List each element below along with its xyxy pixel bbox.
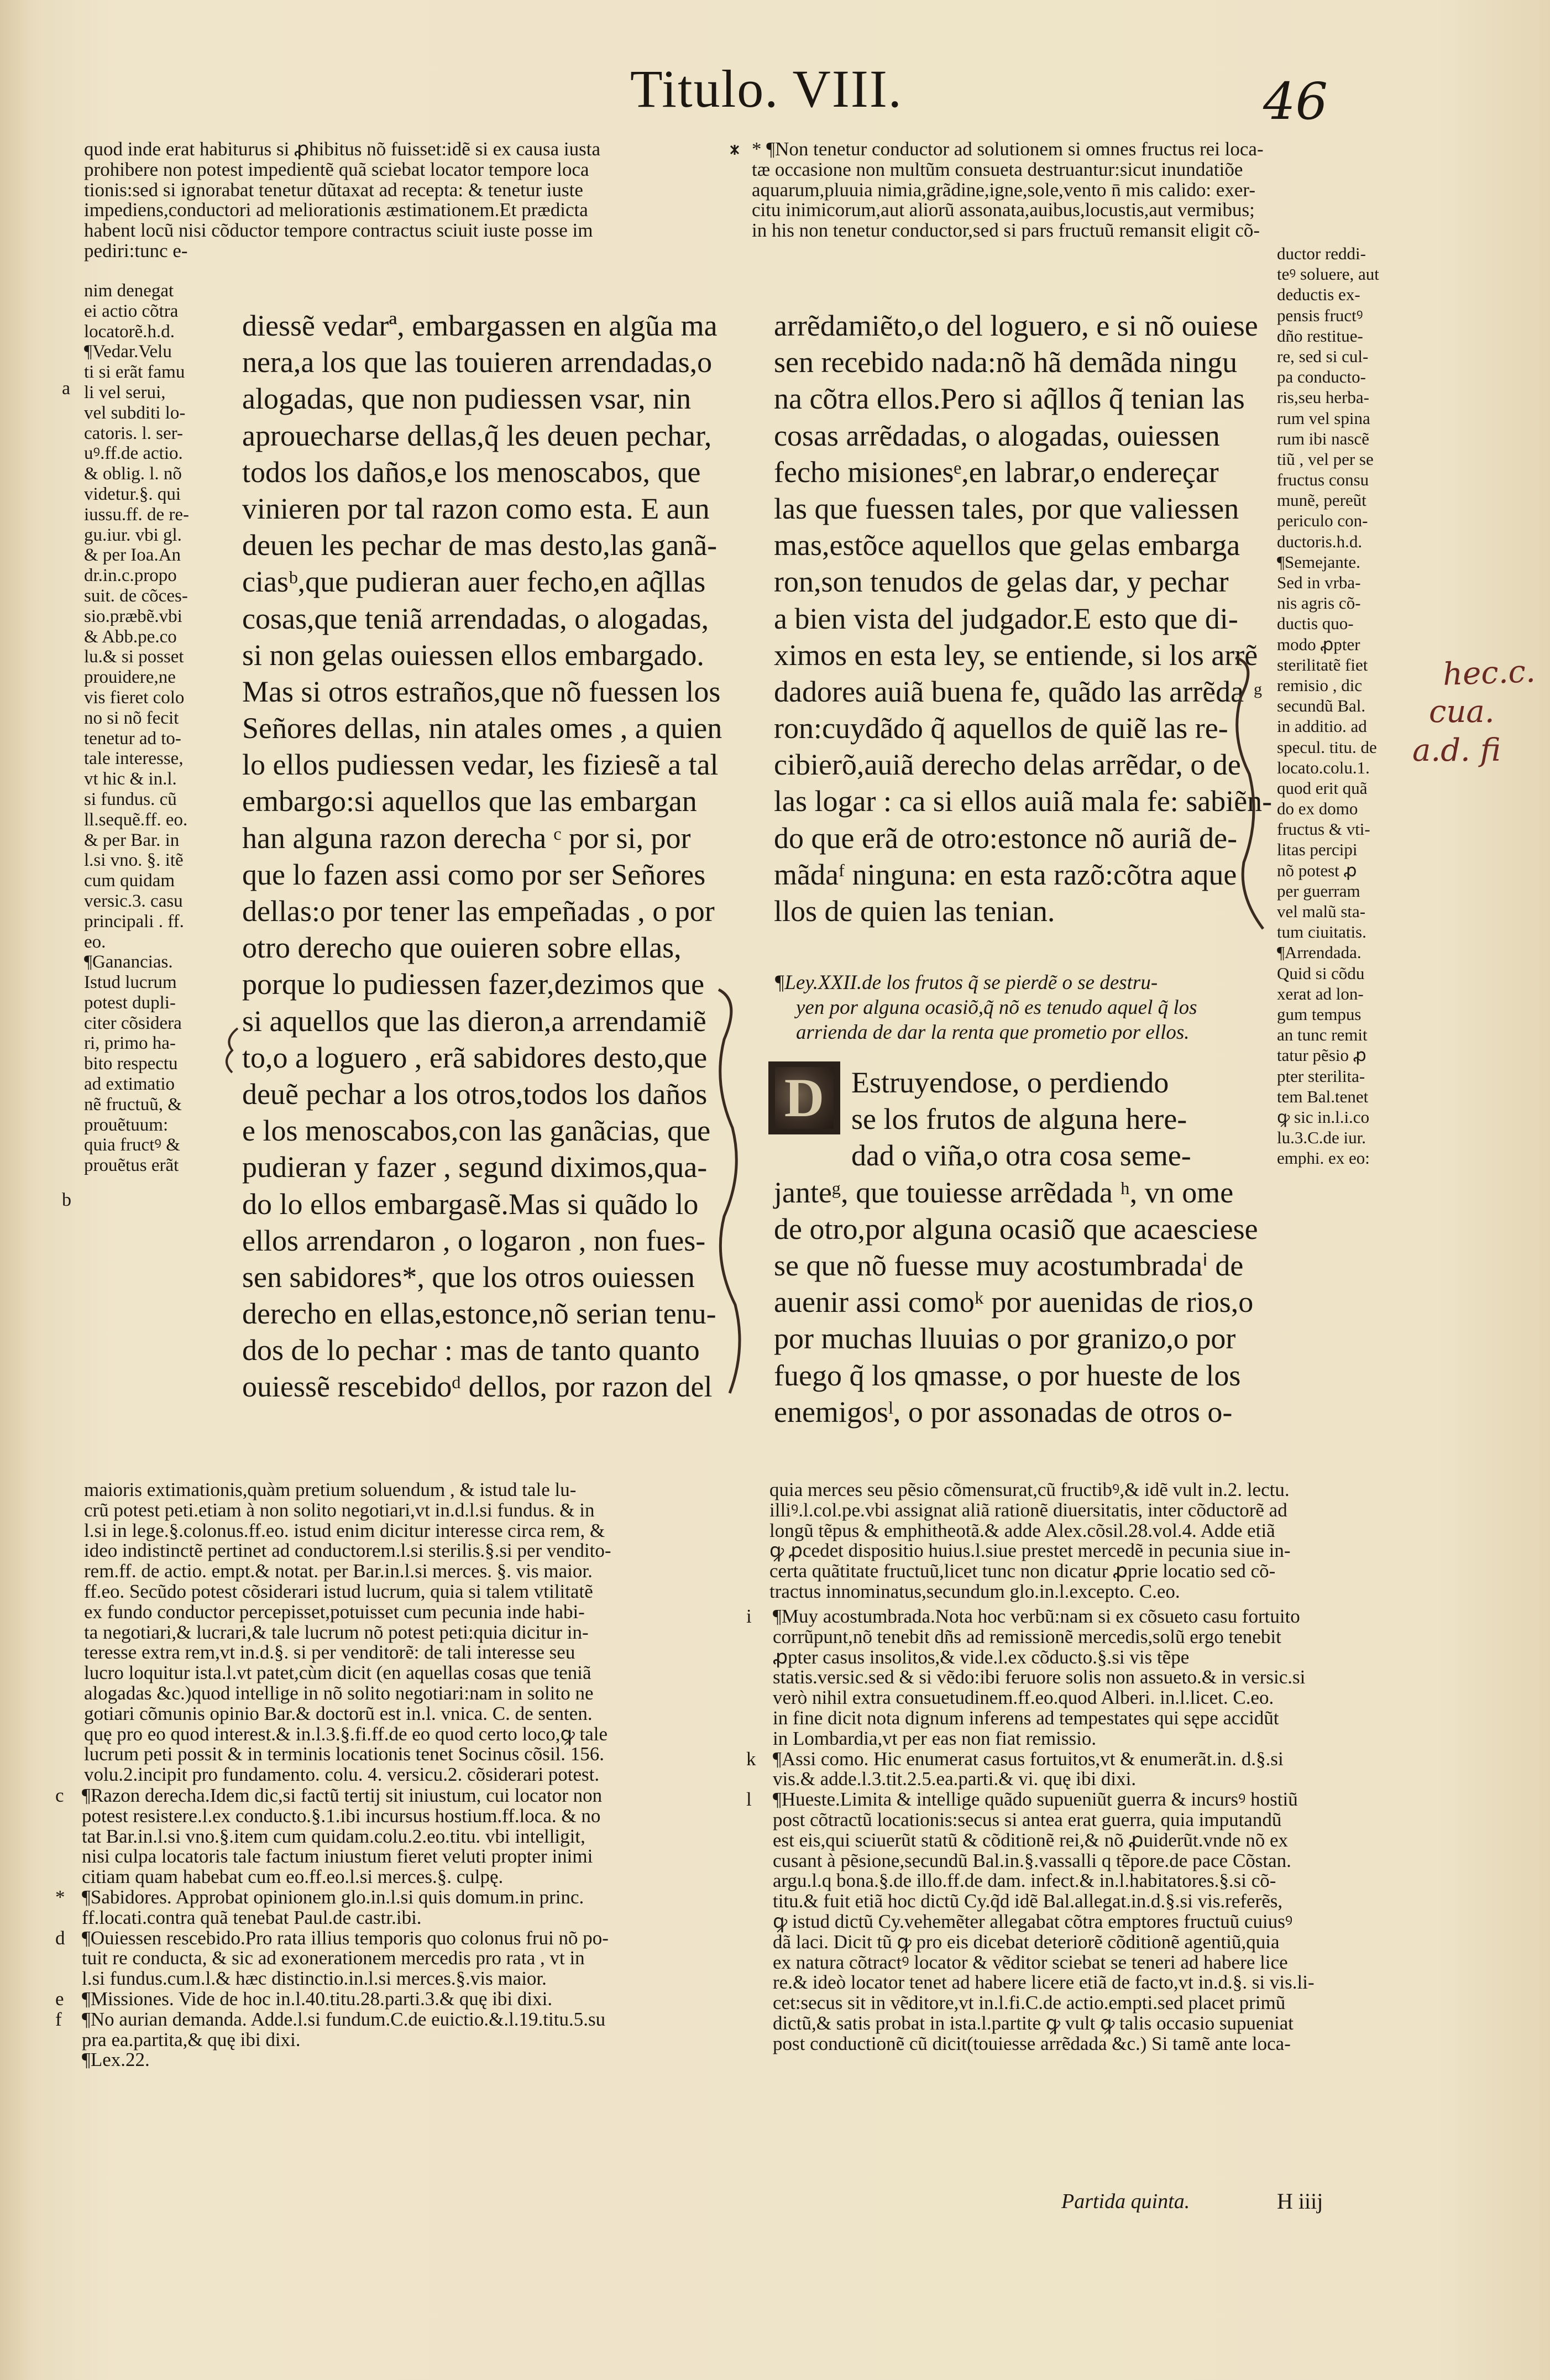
text-line: dos de lo pechar : mas de tanto quanto bbox=[242, 1333, 700, 1367]
note-continuation: post conductionẽ cũ dicit(touiesse arrẽdada &c.) Si tamẽ ante loca- bbox=[773, 2032, 1291, 2054]
gloss-line: ad extimatio bbox=[84, 1074, 175, 1095]
note-marker: d bbox=[55, 1927, 65, 1949]
gloss-line: gu.iur. vbi gl. bbox=[84, 525, 182, 545]
note-continuation: vis.& adde.l.3.tit.2.5.ea.parti.& vi. quę ibi dixi. bbox=[773, 1768, 1137, 1790]
note-continuation: re.& ideò locator tenet ad habere licere etiã de facto,vt in.d.§. si vis.li- bbox=[773, 1971, 1315, 1994]
bracket-left-2 bbox=[227, 1028, 238, 1073]
text-line: auenir assi comoᵏ por auenidas de rios,o bbox=[774, 1285, 1254, 1319]
text-line: dellas:o por tener las empeñadas , o por bbox=[242, 895, 715, 928]
note-continuation: dã laci. Dicit tũ ꝙ pro eis dicebat deteriorẽ cõditionẽ agentiũ,quia bbox=[773, 1931, 1280, 1953]
gloss-line: potest dupli- bbox=[84, 992, 176, 1013]
gloss-line: fructus consu bbox=[1277, 470, 1369, 490]
text-line: cosas arrẽdadas, o alogadas, ouiessen bbox=[774, 419, 1220, 452]
gloss-line: maioris extimationis,quàm pretium soluendum , & istud tale lu- bbox=[84, 1479, 577, 1500]
text-line: lo ellos pudiessen vedar, les fiziesẽ a tal bbox=[242, 748, 719, 782]
note-text: ¶Ouiessen rescebido.Pro rata illius temporis quo colonus frui nõ po- bbox=[82, 1927, 609, 1949]
note-continuation: ꝓpter casus insolitos,& vide.l.ex cõducto.§.si vis tẽpe bbox=[773, 1646, 1190, 1668]
handwritten-note-3: a.d. fi bbox=[1412, 733, 1501, 768]
law-heading-line: yen por alguna ocasiõ,q̃ nõ es tenudo aquel q̃ los bbox=[796, 996, 1197, 1019]
gloss-line: l.si vno. §. itẽ bbox=[84, 850, 184, 871]
text-line: to,o a loguero , erã sabidores desto,que bbox=[242, 1040, 708, 1074]
gloss-line: pter sterilita- bbox=[1277, 1066, 1365, 1086]
note-continuation: statis.versic.sed & si vẽdo:ibi feruore solis non assueto.& in versic.si bbox=[773, 1666, 1306, 1688]
handwritten-note-2: cua. bbox=[1429, 694, 1495, 730]
note-text: ¶Muy acostumbrada.Nota hoc verbũ:nam si ex cõsueto casu fortuito bbox=[773, 1605, 1300, 1627]
text-line: dad o viña,o otra cosa seme- bbox=[851, 1139, 1191, 1173]
text-line: arrẽdamiẽto,o del loguero, e si nõ ouiese bbox=[774, 309, 1258, 342]
text-line: do que erã de otro:estonce nõ auriã de- bbox=[774, 821, 1238, 855]
folio-number: 46 bbox=[1263, 72, 1328, 131]
gloss-line: in his non tenetur conductor,sed si pars fructuũ remansit eligit cõ- bbox=[752, 219, 1260, 242]
gloss-line: Sed in vrba- bbox=[1277, 573, 1361, 592]
asterisk-mark bbox=[731, 145, 739, 155]
gloss-line: & Abb.pe.co bbox=[84, 626, 177, 647]
gloss-line: ¶Semejante. bbox=[1277, 552, 1360, 572]
gloss-line: emphi. ex eo: bbox=[1277, 1148, 1370, 1168]
gloss-line: pa conducto- bbox=[1277, 367, 1366, 387]
gloss-line: & oblig. l. nõ bbox=[84, 464, 182, 484]
text-line: e los menoscabos,con las ganãcias, que bbox=[242, 1114, 711, 1148]
bracket-right-1 bbox=[1235, 658, 1263, 929]
gloss-line: ll.sequẽ.ff. eo. bbox=[84, 809, 188, 830]
gloss-line: nõ potest ꝓ bbox=[1277, 860, 1357, 880]
note-marker: * bbox=[55, 1886, 65, 1908]
gloss-line: uꝰ.ff.de actio. bbox=[84, 443, 183, 464]
gloss-line: impediens,conductori ad meliorationis æstimationem.Et prædicta bbox=[84, 199, 588, 221]
text-line: aprouecharse dellas,q̃ les deuen pechar, bbox=[242, 419, 712, 452]
gloss-line: per guerram bbox=[1277, 881, 1360, 901]
law-heading-line: ¶Ley.XXII.de los frutos q̃ se pierdẽ o se destru- bbox=[774, 971, 1158, 994]
gloss-line: re, sed si cul- bbox=[1277, 346, 1369, 366]
gloss-line: volu.2.incipit pro fundamento. colu. 4. versicu.2. cõsiderari potest. bbox=[84, 1764, 600, 1786]
gloss-line: nẽ fructuũ, & bbox=[84, 1094, 182, 1115]
gloss-line: tem Bal.tenet bbox=[1277, 1086, 1369, 1106]
gloss-line: fructus & vti- bbox=[1277, 819, 1370, 839]
gloss-line: locato.colu.1. bbox=[1277, 757, 1370, 777]
gloss-line: ꝙ sic in.l.i.co bbox=[1277, 1107, 1370, 1127]
gloss-line: deductis ex- bbox=[1277, 285, 1360, 305]
gloss-line: rem.ff. de actio. empt.& notat. per Bar.in.l.si merces. §. vis maior. bbox=[84, 1560, 593, 1582]
gloss-line: * ¶Non tenetur conductor ad solutionem si omnes fructus rei loca- bbox=[752, 138, 1264, 160]
text-line: janteᵍ, que touiesse arrẽdada ʰ, vn ome bbox=[774, 1175, 1234, 1209]
note-continuation: pra ea.partita,& quę ibi dixi. bbox=[82, 2028, 301, 2051]
gloss-line: ¶Ganancias. bbox=[84, 952, 173, 972]
text-line: ellos arrendaron , o logaron , non fues- bbox=[242, 1223, 706, 1257]
gloss-line: tale interesse, bbox=[84, 749, 184, 769]
gloss-line: sio.præbẽ.vbi bbox=[84, 606, 182, 626]
note-marker: c bbox=[55, 1785, 64, 1806]
text-line: na cõtra ellos.Pero si aq̃llos q̃ tenian las bbox=[774, 382, 1245, 416]
text-line: vinieren por tal razon como esta. E aun bbox=[242, 491, 710, 525]
text-line: dadores auiã buena fe, quãdo las arrẽda bbox=[774, 674, 1244, 708]
gloss-line: ¶Arrendada. bbox=[1277, 943, 1362, 963]
gloss-line: habent locũ nisi cõductor tempore contractus sciuit iuste posse im bbox=[84, 219, 593, 242]
gloss-line: tenetur ad to- bbox=[84, 728, 181, 749]
text-line: Señores dellas, nin atales omes , a quien bbox=[242, 712, 722, 745]
note-continuation: nisi culpa locatoris tale factum iniustum fieret veluti propter inimi bbox=[82, 1845, 593, 1868]
text-line: que lo fazen assi como por ser Señores bbox=[242, 857, 706, 891]
gloss-line: gotiari cõmunis opinio Bar.& doctorũ est in.l. vnica. C. de senten. bbox=[84, 1702, 593, 1724]
text-line: deuẽ pechar a los otros,todos los daños bbox=[242, 1077, 708, 1111]
note-continuation: l.si fundus.cum.l.& hæc distinctio.in.l.si merces.§.vis maior. bbox=[82, 1968, 547, 1990]
gloss-line: nis agris cõ- bbox=[1277, 593, 1361, 613]
gloss-line: prouẽtus erãt bbox=[84, 1155, 179, 1176]
gloss-line: pediri:tunc e- bbox=[84, 239, 188, 261]
text-line: enemigosˡ, o por assonadas de otros o- bbox=[774, 1395, 1233, 1429]
gloss-line: ff.eo. Secũdo potest cõsiderari istud lucrum, quia si talem vtilitatẽ bbox=[84, 1580, 593, 1602]
gloss-line: xerat ad lon- bbox=[1277, 984, 1364, 1003]
gloss-line: quę pro eo quod interest.& in.l.3.§.fi.ff.de eo quod certo loco,ꝙ tale bbox=[84, 1723, 608, 1745]
note-continuation: post cõtractũ locationis:secus si antea erat guerra, quia imputandũ bbox=[773, 1808, 1282, 1830]
note-continuation: in fine dicit nota dignum inferens ad tempestates qui sępe accidũt bbox=[773, 1707, 1279, 1729]
law-heading-line: arrienda de dar la renta que prometio por ellos. bbox=[796, 1021, 1190, 1044]
gloss-line: sterilitatẽ fiet bbox=[1277, 655, 1368, 674]
text-line: pudieran y fazer , segund diximos,qua- bbox=[242, 1150, 708, 1184]
gloss-line: munẽ, pereũt bbox=[1277, 490, 1366, 510]
note-continuation: verò nihil extra consuetudinem.ff.eo.quod Alberi. in.l.licet. C.eo. bbox=[773, 1687, 1274, 1709]
text-line: todos los daños,e los menoscabos, que bbox=[242, 455, 701, 489]
gloss-line: li vel serui, bbox=[84, 382, 166, 402]
gloss-line: ris,seu herba- bbox=[1277, 388, 1369, 407]
gloss-line: aquarum,pluuia nimia,grãdine,igne,sole,vento n̄ mis calido: exer- bbox=[752, 179, 1255, 201]
note-text: ¶Razon derecha.Idem dic,si factũ tertij sit iniustum, cui locator non bbox=[82, 1785, 603, 1806]
gloss-line: in additio. ad bbox=[1277, 716, 1367, 736]
text-line: porque lo pudiessen fazer,dezimos que bbox=[242, 967, 705, 1001]
gloss-line: principali . ff. bbox=[84, 911, 184, 932]
note-text: ¶Sabidores. Approbat opinionem glo.in.l.si quis domum.in princ. bbox=[82, 1886, 584, 1908]
gloss-line: catoris. l. ser- bbox=[84, 423, 183, 443]
signature-mark: H iiij bbox=[1277, 2189, 1323, 2214]
gloss-line: do ex domo bbox=[1277, 799, 1358, 819]
gloss-line: periculo con- bbox=[1277, 511, 1368, 531]
note-continuation: corrũpunt,nõ tenebit dñs ad remissionẽ mercedis,solũ ergo tenebit bbox=[773, 1625, 1281, 1647]
gloss-line: versic.3. casu bbox=[84, 891, 183, 911]
gloss-line: citu inimicorum,aut aliorũ assonata,auibus,locustis,aut vermibus; bbox=[752, 199, 1255, 221]
note-marker: f bbox=[55, 2008, 62, 2030]
note-text: ¶No aurian demanda. Adde.l.si fundum.C.de euictio.&.l.19.titu.5.su bbox=[82, 2008, 606, 2030]
gloss-line: dr.in.c.propo bbox=[84, 566, 177, 586]
note-continuation: cet:secus sit in vẽditore,vt in.l.fi.C.de actio.empti.sed placet primũ bbox=[773, 1992, 1286, 2014]
gloss-line: tionis:sed si ignorabat tenetur dũtaxat ad recepta: & tenetur iuste bbox=[84, 179, 583, 201]
gloss-line: vt hic & in.l. bbox=[84, 769, 177, 789]
gloss-line: eo. bbox=[84, 932, 106, 952]
text-line: han alguna razon derecha ᶜ por si, por bbox=[242, 821, 691, 855]
note-marker: i bbox=[746, 1605, 752, 1627]
note-continuation: ꝙ istud dictũ Cy.vehemẽter allegabat cõtra emptores fructuũ cuiusꝰ bbox=[773, 1910, 1293, 1932]
gloss-line: pensis fructꝰ bbox=[1277, 305, 1363, 325]
gloss-line: an tunc remit bbox=[1277, 1025, 1368, 1045]
note-continuation: est eis,qui sciuerũt statũ & cõditionẽ rei,& nõ ꝓuiderũt.vnde nõ ex bbox=[773, 1829, 1289, 1851]
gloss-line: prouidere,ne bbox=[84, 667, 176, 688]
text-line: las logar : ca si ellos auiã mala fe: sabiẽn- bbox=[774, 784, 1273, 818]
gloss-line: alogadas &c.)quod intellige in nõ solito negotiari:nam in solito ne bbox=[84, 1682, 594, 1704]
gloss-line: locatorẽ.h.d. bbox=[84, 321, 175, 342]
gloss-line: l.si in lege.§.colonus.ff.eo. istud enim dicitur interesse circa rem, & bbox=[84, 1519, 605, 1541]
text-line: mãdaᶠ ninguna: en esta razõ:cõtra aque bbox=[774, 857, 1237, 891]
gloss-line: crũ potest peti.etiam à non solito negotiari,vt in.d.l.si fundus. & in bbox=[84, 1499, 595, 1521]
note-continuation: potest resistere.l.ex conducto.§.1.ibi incursus hostium.ff.loca. & no bbox=[82, 1804, 601, 1827]
gloss-line: tiũ , vel per se bbox=[1277, 449, 1374, 469]
gloss-line: bito respectu bbox=[84, 1054, 178, 1074]
gloss-line: tractus innominatus,secundum glo.in.l.excepto. C.eo. bbox=[769, 1580, 1180, 1602]
gloss-line: ri, primo ha- bbox=[84, 1033, 176, 1054]
text-line: Mas si otros estraños,que nõ fuessen los bbox=[242, 674, 721, 708]
text-line: derecho en ellas,estonce,nõ serian tenu- bbox=[242, 1297, 716, 1331]
gloss-line: certa quãtitate fructuũ,licet tunc non dicatur ꝓprie locatio sed cõ- bbox=[769, 1560, 1276, 1582]
gloss-line: cum quidam bbox=[84, 871, 175, 891]
gloss-line: lucrum peti possit & in terminis locationis tenet Socinus cõsil. 156. bbox=[84, 1743, 605, 1765]
gloss-line: prouẽtuum: bbox=[84, 1115, 169, 1135]
gloss-line: rum vel spina bbox=[1277, 408, 1370, 428]
text-line: sen recebido nada:nõ hã demãda ningu bbox=[774, 346, 1238, 379]
gloss-line: vel subditi lo- bbox=[84, 402, 186, 423]
gloss-line: vel malũ sta- bbox=[1277, 902, 1366, 921]
note-continuation: ¶Lex.22. bbox=[82, 2049, 150, 2071]
text-line: deuen les pechar de mas desto,las ganã- bbox=[242, 529, 718, 562]
bracket-left-1 bbox=[719, 990, 740, 1393]
gloss-line: tæ occasione non multũm consueta destruantur:sicut inundatiõe bbox=[752, 158, 1243, 180]
text-line: sen sabidores*, que los otros ouiessen bbox=[242, 1260, 695, 1294]
gloss-line: ductor reddi- bbox=[1277, 244, 1366, 263]
text-line: llos de quien las tenian. bbox=[774, 895, 1055, 928]
text-line: ron:cuydãdo q̃ aquellos de quiẽ las re- bbox=[774, 712, 1228, 745]
gloss-line: & per Bar. in bbox=[84, 830, 180, 850]
text-line: a bien vista del judgador.E esto que di- bbox=[774, 601, 1238, 635]
gloss-line: si fundus. cũ bbox=[84, 789, 177, 809]
gloss-line: Istud lucrum bbox=[84, 972, 177, 993]
note-continuation: tuit re conducta, & sic ad exonerationem mercedis pro rata , vt in bbox=[82, 1947, 585, 1969]
note-continuation: titu.& fuit etiã hoc dictũ Cy.q̃d idẽ Bal.allegat.in.d.§.si vis.referẽs, bbox=[773, 1890, 1283, 1912]
gloss-line: quia fructꝰ & bbox=[84, 1135, 180, 1155]
handwritten-note-1: hec.c. bbox=[1442, 653, 1536, 693]
note-continuation: argu.l.q bona.§.de illo.ff.de dam. infect.& in.l.habitatores.§.si cõ- bbox=[773, 1870, 1276, 1892]
gloss-line: lucro loquitur ista.l.vt patet,cùm dicit (en aquellas cosas que teniã bbox=[84, 1662, 591, 1684]
gloss-line: teꝰ soluere, aut bbox=[1277, 264, 1379, 284]
gloss-marker-b: b bbox=[62, 1190, 71, 1210]
gloss-line: prohibere non potest impedientẽ quã sciebat locator tempore loca bbox=[84, 158, 589, 180]
gloss-line: longũ tẽpus & emphitheotã.& adde Alex.cõsil.28.vol.4. Adde etiã bbox=[769, 1519, 1275, 1541]
gloss-line: lu.3.C.de iur. bbox=[1277, 1128, 1366, 1148]
note-text: ¶Missiones. Vide de hoc in.l.40.titu.28.parti.3.& quę ibi dixi. bbox=[82, 1987, 553, 2010]
text-line: si non gelas ouiessen ellos embargado. bbox=[242, 638, 704, 672]
text-line: ron,son tenudos de gelas dar, y pechar bbox=[774, 565, 1229, 599]
text-line: mas,estõce aquellos que gelas embarga bbox=[774, 529, 1240, 562]
text-line: do lo ellos embargasẽ.Mas si quãdo lo bbox=[242, 1187, 699, 1221]
gloss-line: ꝙ ꝓcedet dispositio huius.l.siue prestet mercedẽ in pecunia siue in- bbox=[769, 1540, 1291, 1562]
gloss-line: Quid si cõdu bbox=[1277, 963, 1365, 983]
text-line: por muchas lluuias o por granizo,o por bbox=[774, 1322, 1236, 1356]
gloss-line: videtur.§. qui bbox=[84, 484, 181, 504]
note-continuation: ex natura cõtractꝰ locator & vẽditor sciebat se teneri ad habere lice bbox=[773, 1951, 1288, 1973]
note-marker: e bbox=[55, 1987, 64, 2010]
text-line: se que nõ fuesse muy acostumbradaⁱ de bbox=[774, 1248, 1244, 1282]
text-line: cibierõ,auiã derecho delas arrẽdar, o de bbox=[774, 748, 1241, 782]
gloss-marker-a: a bbox=[62, 378, 71, 399]
gloss-line: nim denegat bbox=[84, 281, 174, 301]
gloss-line: no si nõ fecit bbox=[84, 708, 179, 728]
gloss-line: remisio , dic bbox=[1277, 675, 1363, 695]
gloss-line: rum ibi nascẽ bbox=[1277, 428, 1370, 448]
text-line: se los frutos de alguna here- bbox=[851, 1102, 1187, 1136]
note-text: ¶Hueste.Limita & intellige quãdo supueniũt guerra & incursꝰ hostiũ bbox=[773, 1788, 1298, 1811]
text-line: de otro,por alguna ocasiõ que acaesciese bbox=[774, 1212, 1258, 1246]
note-continuation: in Lombardia,vt per eas non fiat remissio. bbox=[773, 1727, 1097, 1749]
gloss-line: ta negotiari,& lucrari,& tale lucrum nõ potest peti:quia dicitur in- bbox=[84, 1621, 589, 1643]
gloss-line: ei actio cõtra bbox=[84, 301, 179, 321]
text-line: Estruyendose, o perdiendo bbox=[851, 1066, 1169, 1099]
gloss-line: ti si erãt famu bbox=[84, 362, 185, 383]
gloss-marker-g: g bbox=[1254, 680, 1262, 698]
gloss-line: iussu.ff. de re- bbox=[84, 504, 190, 525]
note-text: ¶Assi como. Hic enumerat casus fortuitos,vt & enumerãt.in. d.§.si bbox=[773, 1748, 1284, 1770]
gloss-line: ideo indistinctẽ pertinet ad conductorem.l.si sterilis.§.si per vendito- bbox=[84, 1540, 611, 1562]
drop-capital-letter: D bbox=[784, 1067, 825, 1128]
text-line: nera,a los que las touieren arrendadas,o bbox=[242, 346, 713, 379]
gloss-line: ductoris.h.d. bbox=[1277, 531, 1363, 551]
text-line: las que fuessen tales, por que valiessen bbox=[774, 491, 1239, 525]
text-line: cosas,que teniã arrendadas, o alogadas, bbox=[242, 601, 709, 635]
gloss-line: modo ꝓpter bbox=[1277, 634, 1360, 654]
text-line: ciasᵇ,que pudieran auer fecho,en aq̃llas bbox=[242, 565, 706, 599]
gloss-line: tum ciuitatis. bbox=[1277, 922, 1366, 942]
text-line: embargo:si aquellos que las embargan bbox=[242, 784, 697, 818]
gloss-line: illiꝰ.l.col.pe.vbi assignat aliã rationẽ diuersitatis, inter cõductorẽ ad bbox=[769, 1499, 1287, 1521]
gloss-line: suit. de cõces- bbox=[84, 585, 188, 606]
text-line: fuego q̃ los qmasse, o por hueste de los bbox=[774, 1358, 1241, 1392]
gloss-line: lu.& si posset bbox=[84, 647, 184, 667]
signature-line: Partida quinta. bbox=[1061, 2190, 1190, 2213]
text-line: diessẽ vedarª, embargassen en algũa ma bbox=[242, 309, 718, 342]
gloss-line: teresse extra rem,vt in.d.§. si per venditorẽ: de tali interesse seu bbox=[84, 1641, 575, 1664]
gloss-line: litas percipi bbox=[1277, 840, 1358, 860]
text-line: fecho misionesᵉ,en labrar,o endereçar bbox=[774, 455, 1219, 489]
note-marker: k bbox=[746, 1748, 756, 1770]
gloss-line: ¶Vedar.Velu bbox=[84, 342, 172, 362]
gloss-line: dño restitue- bbox=[1277, 326, 1363, 346]
note-continuation: tat Bar.in.l.si vno.§.item cum quidam.colu.2.eo.titu. vbi intelligit, bbox=[82, 1825, 585, 1847]
text-line: alogadas, que non pudiessen vsar, nin bbox=[242, 382, 692, 416]
text-line: ximos en esta ley, se entiende, si los arrẽ bbox=[774, 638, 1258, 672]
gloss-line: vis fieret colo bbox=[84, 687, 185, 708]
note-continuation: ff.locati.contra quã tenebat Paul.de castr.ibi. bbox=[82, 1906, 422, 1928]
gloss-line: citer cõsidera bbox=[84, 1013, 182, 1033]
gloss-line: quod erit quã bbox=[1277, 778, 1368, 798]
gloss-line: quod inde erat habiturus si ꝓhibitus nõ fuisset:idẽ si ex causa iusta bbox=[84, 138, 601, 160]
gloss-line: & per Ioa.An bbox=[84, 545, 181, 566]
gloss-line: ex fundo conductor percepisset,potuisset cum pecunia inde habi- bbox=[84, 1600, 585, 1623]
gloss-line: gum tempus bbox=[1277, 1004, 1362, 1024]
note-continuation: dictũ,& satis probat in ista.l.partite ꝙ vult ꝙ talis occasio supueniat bbox=[773, 2012, 1294, 2034]
note-continuation: citiam quam habebat cum eo.ff.eo.l.si merces.§. culpę. bbox=[82, 1866, 504, 1888]
gloss-line: tatur pẽsio ꝓ bbox=[1277, 1045, 1366, 1065]
note-continuation: cusant à pẽsione,secundũ Bal.in.§.vassalli q tẽpore.de pace Cõstan. bbox=[773, 1849, 1291, 1871]
text-line: si aquellos que las dieron,a arrendamiẽ bbox=[242, 1004, 706, 1038]
gloss-line: secundũ Bal. bbox=[1277, 696, 1366, 716]
gloss-line: ductis quo- bbox=[1277, 614, 1354, 634]
note-marker: l bbox=[746, 1788, 752, 1811]
text-line: otro derecho que ouieren sobre ellas, bbox=[242, 931, 682, 965]
gloss-line: quia merces seu pẽsio cõmensurat,cũ fructibꝰ,& idẽ vult in.2. lectu. bbox=[769, 1479, 1290, 1500]
running-title: Titulo. VIII. bbox=[630, 59, 903, 118]
text-line: ouiessẽ rescebidoᵈ dellos, por razon del bbox=[242, 1370, 713, 1404]
gloss-line: specul. titu. de bbox=[1277, 737, 1377, 757]
